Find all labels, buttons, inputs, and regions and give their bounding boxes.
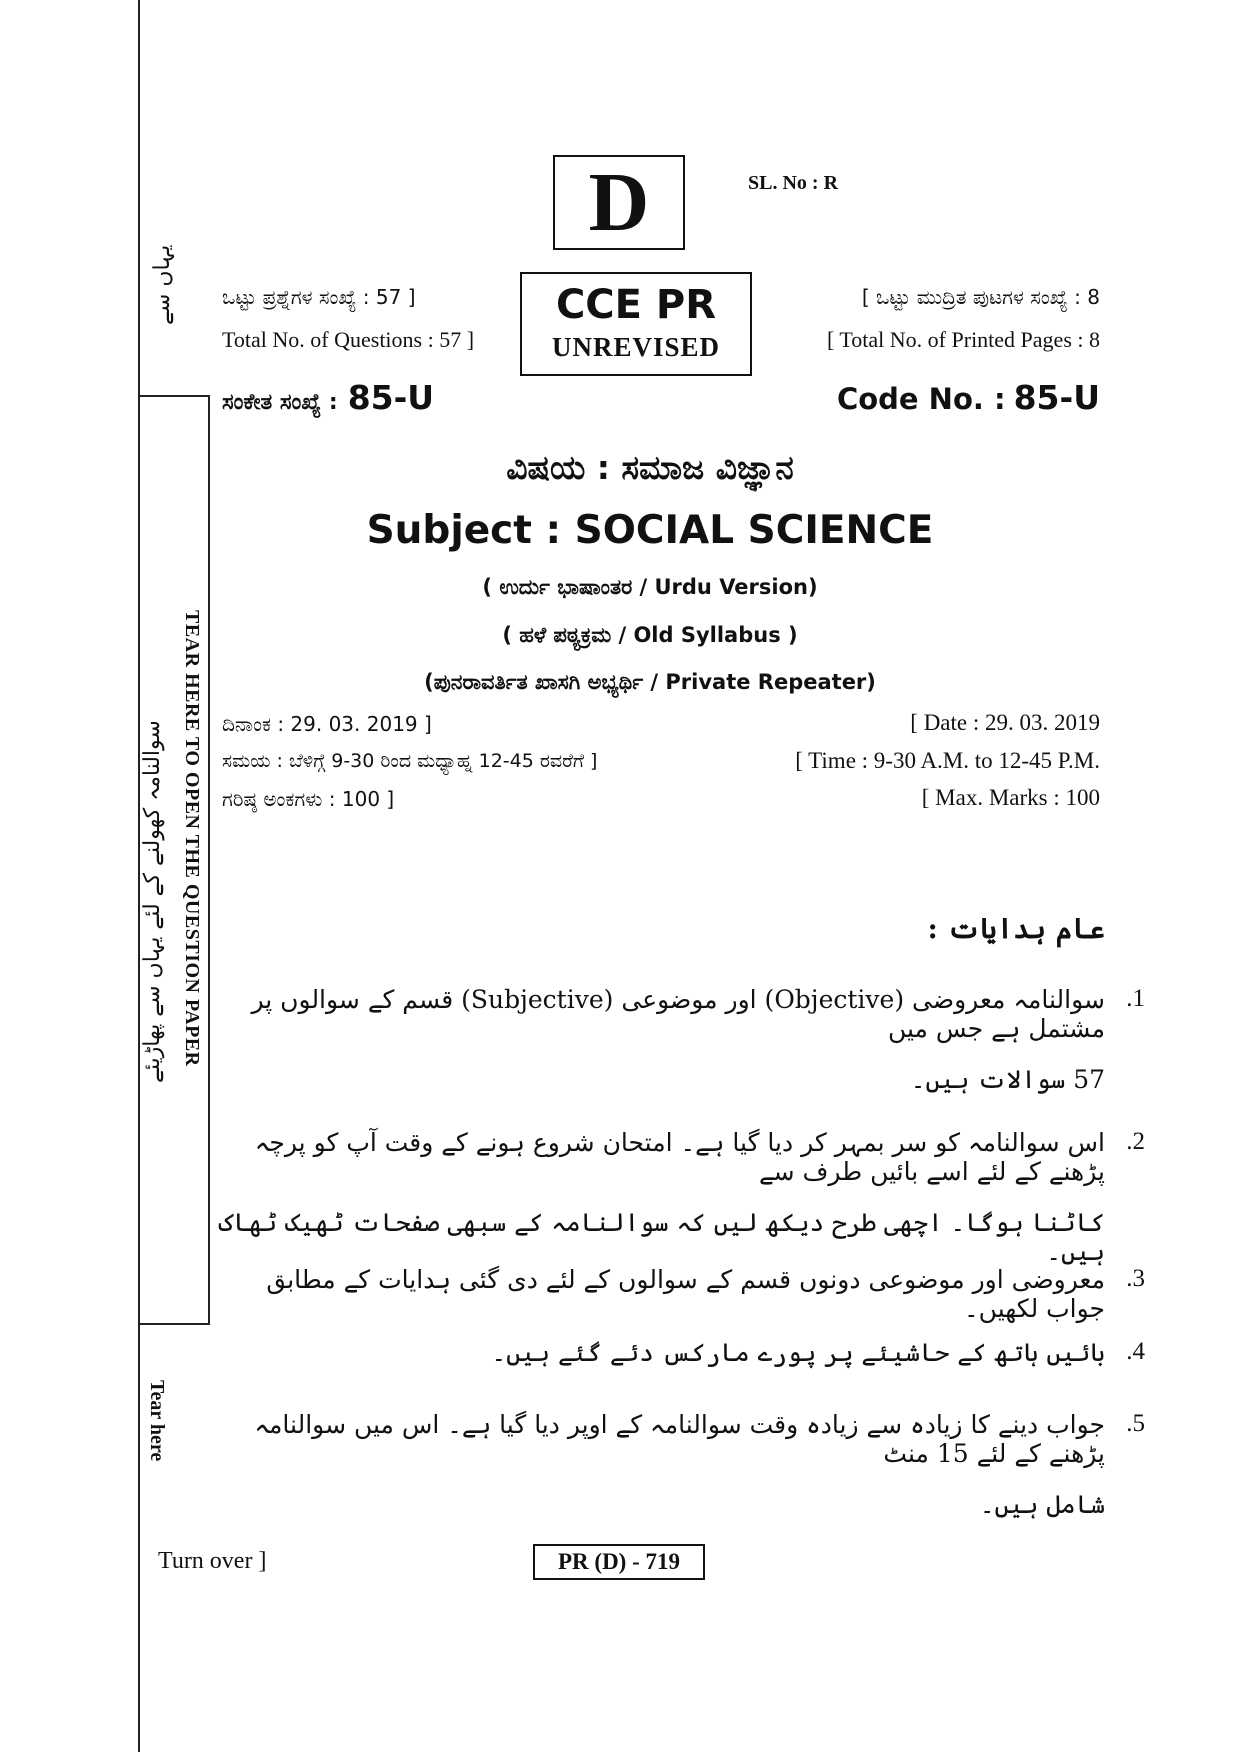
instruction-number: 4.: [1126, 1338, 1145, 1365]
code-english-value: 85-U: [1013, 378, 1100, 417]
instruction-item-2: [205, 1128, 1145, 1266]
instruction-item-4: [205, 1338, 1145, 1367]
instruction-text: اس سوالنامہ کو سر بمہر کر دیا گیا ہے۔ امتحان شروع ہونے کے وقت آپ کو پرچہ پڑھنے کے لئے اسے بائیں طرف سے: [254, 1128, 1105, 1186]
paper-code: PR (D) - 719: [558, 1549, 680, 1574]
code-kannada-value: 85-U: [347, 378, 435, 417]
syllabus-line: ( ಹಳೆ ಪಠ್ಯಕ್ರಮ / Old Syllabus ): [502, 623, 798, 647]
tear-instruction-english: TEAR HERE TO OPEN THE QUESTION PAPER: [181, 610, 203, 1067]
total-questions-english: Total No. of Questions : 57 ]: [222, 327, 475, 352]
instruction-item-3: [205, 1265, 1145, 1323]
version-letter-box: [553, 155, 685, 250]
instruction-text-continued: کاٹنا ہوگا۔ اچھی طرح دیکھ لیں کہ سوالنامہ کے سبھی صفحات ٹھیک ٹھاک ہیں۔: [218, 1208, 1105, 1266]
date-english: [ Date : 29. 03. 2019: [910, 710, 1100, 735]
instruction-number: 2.: [1126, 1128, 1145, 1155]
instruction-text: معروضی اور موضوعی دونوں قسم کے سوالوں کے لئے دی گئی ہدایات کے مطابق جواب لکھیں۔: [266, 1265, 1105, 1323]
total-pages-english: [ Total No. of Printed Pages : 8: [826, 327, 1100, 352]
time-kannada: ಸಮಯ : ಬೆಳಿಗ್ಗೆ 9-30 ರಿಂದ ಮಧ್ಯಾಹ್ನ 12-45 ರವರೆಗೆ ]: [222, 750, 598, 772]
total-questions-kannada: ಒಟ್ಟು ಪ್ರಶ್ನೆಗಳ ಸಂಖ್ಯೆ : 57 ]: [222, 285, 416, 309]
cce-box: [520, 272, 752, 376]
subject-english: Subject : SOCIAL SCIENCE: [366, 508, 934, 553]
instruction-number: 1.: [1126, 985, 1145, 1012]
instruction-text: سوالنامہ معروضی (Objective) اور موضوعی (Subjective) قسم کے سوالوں پر مشتمل ہے جس میں: [251, 985, 1105, 1043]
instruction-number: 5.: [1126, 1410, 1145, 1437]
instruction-text: جواب دینے کا زیادہ سے زیادہ وقت سوالنامہ کے اوپر دیا گیا ہے۔ اس میں سوالنامہ پڑھنے کے لئے 15 منٹ: [254, 1410, 1105, 1468]
serial-number: SL. No : R: [748, 172, 839, 194]
instruction-item-5: [205, 1410, 1145, 1519]
turn-over-label: Turn over ]: [158, 1548, 267, 1574]
paper-code-box: [533, 1544, 705, 1580]
instruction-text: بائیں ہاتھ کے حاشیئے پر پورے مارکس دئے گئے ہیں۔: [491, 1338, 1105, 1367]
code-kannada-label: ಸಂಕೇತ ಸಂಖ್ಯೆ :: [222, 390, 338, 415]
date-kannada: ದಿನಾಂಕ : 29. 03. 2019 ]: [222, 712, 432, 736]
version-letter: D: [588, 156, 650, 249]
instruction-text-continued: شامل ہیں۔: [979, 1490, 1105, 1519]
tear-here-label: Tear here: [146, 1380, 168, 1462]
tear-instruction-urdu: سوالنامہ کھولنے کے لئے یہاں سے پھاڑیئے: [140, 720, 165, 1083]
margin-urdu-top: یہاں سے: [150, 245, 175, 326]
code-kannada: [222, 378, 434, 417]
cce-title: CCE PR: [555, 282, 717, 328]
instruction-number: 3.: [1126, 1265, 1145, 1292]
subject-kannada: ವಿಷಯ : ಸಮಾಜ ವಿಜ್ಞಾನ: [506, 448, 794, 487]
code-english: [837, 378, 1100, 417]
code-english-label: Code No. :: [836, 382, 1006, 416]
instruction-item-1: [205, 985, 1145, 1094]
version-line: ( ಉರ್ದು ಭಾಷಾಂತರ / Urdu Version): [482, 575, 818, 599]
total-pages-kannada: [ ಒಟ್ಟು ಮುದ್ರಿತ ಪುಟಗಳ ಸಂಖ್ಯೆ : 8: [861, 285, 1100, 309]
cce-subtitle: UNREVISED: [551, 332, 721, 362]
candidate-line: (ಪುನರಾವರ್ತಿತ ಖಾಸಗಿ ಅಭ್ಯರ್ಥಿ / Private Repeater): [424, 670, 876, 694]
marks-english: [ Max. Marks : 100: [921, 785, 1100, 810]
time-english: [ Time : 9-30 A.M. to 12-45 P.M.: [795, 748, 1100, 773]
instructions-heading: عام ہدایات :: [927, 912, 1105, 945]
instruction-text-continued: 57 سوالات ہیں۔: [910, 1065, 1105, 1094]
marks-kannada: ಗರಿಷ್ಠ ಅಂಕಗಳು : 100 ]: [222, 787, 395, 811]
